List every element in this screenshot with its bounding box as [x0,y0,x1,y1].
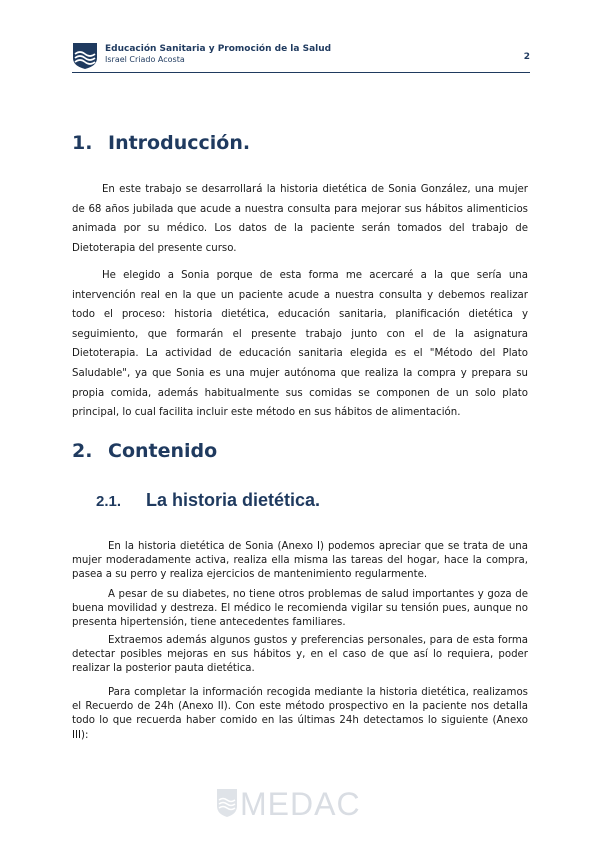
page-number: 2 [523,52,530,62]
paragraph-intro-2: He elegido a Sonia porque de esta forma me acercaré a la que sería una intervención real en la que un paciente acude a nuestra consulta y debemos realizar todo el proceso: historia dietética, educación sanitaria, planificación dietética y seguimiento, que formarán el presente trabajo junto con el de la asignatura Dietoterapia. La actividad de educación sanitaria elegida es el "Método del Plato Saludable", ya que Sonia es una mujer autónoma que realiza la compra y prepara su propia comida, además habitualmente sus comidas se componen de un solo plato principal, lo cual facilita incluir este método en sus hábitos de alimentación. [72,270,528,419]
heading-title: La historia dietética. [146,490,321,510]
paragraph-historia-2: A pesar de su diabetes, no tiene otros problemas de salud importantes y goza de buena movilidad y destreza. El médico le recomienda vigilar su tensión pues, aunque no presenta hipertensión, tiene antecedentes familiares. [72,589,528,629]
header-author: Israel Criado Acosta [105,55,185,64]
medac-watermark [216,788,376,822]
heading-number: 1. [72,132,93,154]
header-divider [72,72,530,73]
header-text-block [105,44,331,65]
heading-number: 2.1. [96,493,122,510]
medac-shield-logo-icon [72,42,98,70]
heading-contenido [72,440,217,462]
heading-number: 2. [72,440,93,462]
heading-historia-dietetica [96,490,320,511]
heading-title: Introducción. [108,132,251,154]
page-header [72,42,530,72]
paragraph-historia-1: En la historia dietética de Sonia (Anexo I) podemos apreciar que se trata de una mujer moderadamente activa, realiza ella misma las tareas del hogar, hace la compra, pasea a su perro y realiza ejercicios de mantenimiento regularmente. [72,541,528,581]
heading-introduccion [72,132,250,154]
paragraph-historia-4: Para completar la información recogida mediante la historia dietética, realizamos el Recuerdo de 24h (Anexo II). Con este método prospectivo en la paciente nos detalla todo lo que recuerda haber comido en las últimas 24h detectamos lo siguiente (Anexo III): [72,687,528,741]
paragraph-intro-1: En este trabajo se desarrollará la historia dietética de Sonia González, una mujer de 68 años jubilada que acude a nuestra consulta para mejorar sus hábitos alimenticios animada por su médico. Los datos de la paciente serán tomados del trabajo de Dietoterapia del presente curso. [72,184,528,254]
paragraph-historia-3: Extraemos además algunos gustos y preferencias personales, para de esta forma detectar posibles mejoras en sus hábitos y, en el caso de que así lo requiera, poder realizar la posterior pauta dietética. [72,635,528,675]
medac-watermark-shield-icon [216,788,238,818]
heading-title: Contenido [108,440,218,462]
header-title: Educación Sanitaria y Promoción de la Salud [105,44,332,54]
watermark-text: MEDAC [240,786,361,822]
